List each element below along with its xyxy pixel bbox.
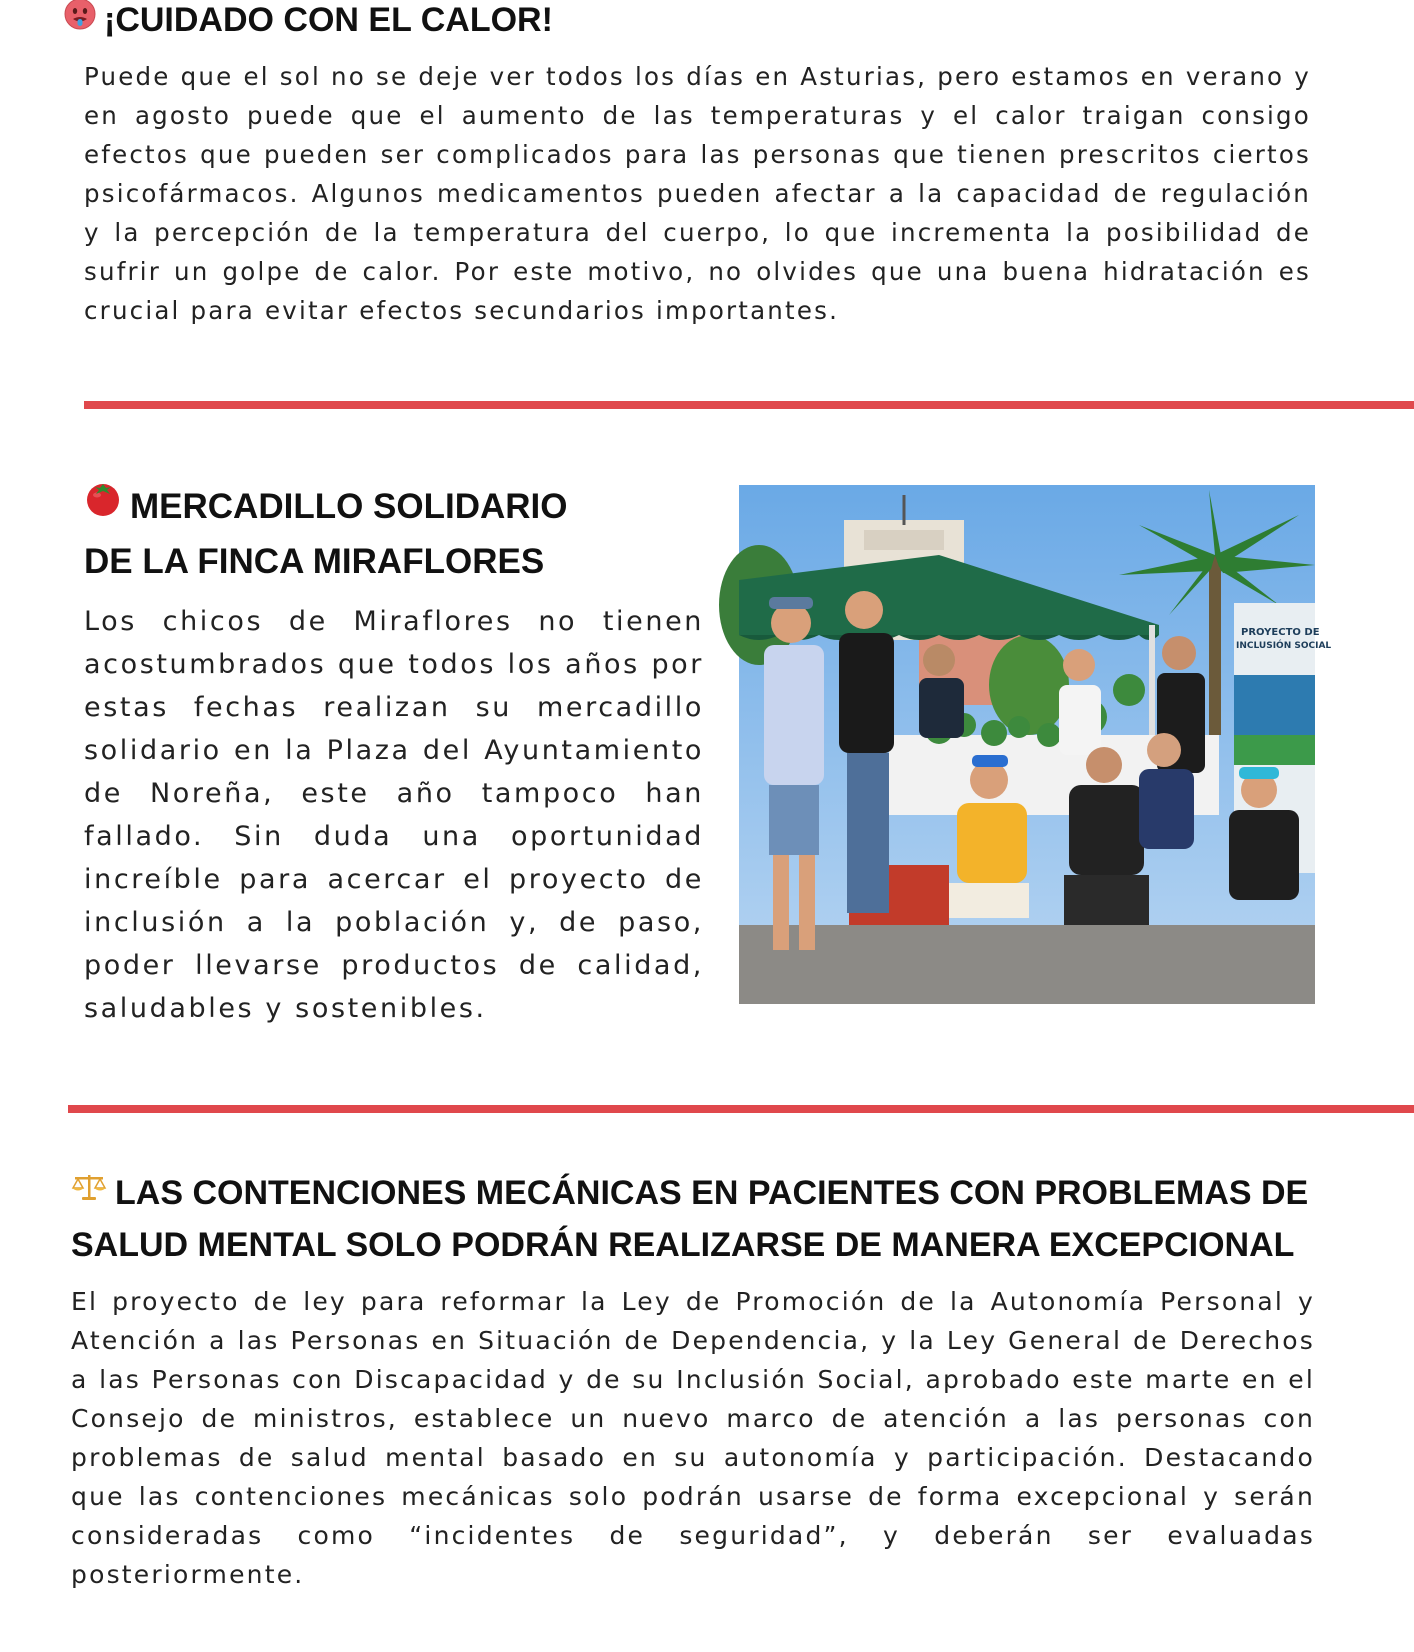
tomato-icon	[84, 479, 122, 532]
section-title-mercadillo-line2: DE LA FINCA MIRAFLORES	[84, 542, 545, 582]
section-body-calor: Puede que el sol no se deje ver todos los días en Asturias, pero estamos en verano y en agosto puede que el aumento de las temperaturas y el calor traigan consigo efectos que pueden ser complicados para las personas que tienen prescritos ciertos psicofármacos. Algunos medicamentos pueden afectar a la capacidad de regulación y la percepción de la temperatura del cuerpo, lo que incrementa la posibilidad de sufrir un golpe de calor. Por este motivo, no olvides que una buena hidratación es crucial para evitar efectos secundarios importantes.	[84, 61, 1311, 325]
hot-face-icon	[64, 0, 96, 39]
banner-text-line2: INCLUSIÓN SOCIAL	[1236, 641, 1332, 651]
section-title-contenciones-text: LAS CONTENCIONES MECÁNICAS EN PACIENTES CON PROBLEMAS DE SALUD MENTAL SOLO PODRÁN REALIZARSE DE MANERA EXCEPCIONAL	[71, 1174, 1309, 1265]
section-mercadillo	[84, 480, 704, 1030]
section-contenciones	[71, 1168, 1315, 1594]
section-title-calor	[64, 0, 1314, 43]
market-photo	[739, 485, 1332, 1004]
section-title-calor-text: ¡CUIDADO CON EL CALOR!	[104, 1, 553, 39]
section-calor	[64, 0, 1314, 330]
section-title-mercadillo	[84, 480, 704, 588]
section-body-mercadillo: Los chicos de Miraflores no tienen acostumbrados que todos los años por estas fechas realizan su mercadillo solidario en la Plaza del Ayuntamiento de Noreña, este año tampoco han fallado. Sin duda una oportunidad increíble para acercar el proyecto de inclusión a la población y, de paso, poder llevarse productos de calidad, saludables y sostenibles.	[84, 606, 704, 1025]
balance-scale-icon	[71, 1166, 107, 1216]
divider-2	[68, 1105, 1414, 1113]
divider-1	[84, 401, 1414, 409]
section-title-contenciones	[71, 1168, 1315, 1270]
banner-text-line1: PROYECTO DE	[1241, 627, 1320, 638]
section-body-contenciones: El proyecto de ley para reformar la Ley de Promoción de la Autonomía Personal y Atención a las Personas en Situación de Dependencia, y la Ley General de Derechos a las Personas con Discapacidad y de su Inclusión Social, aprobado este marte en el Consejo de ministros, establece un nuevo marco de atención a las personas con problemas de salud mental basado en su autonomía y participación. Destacando que las contenciones mecánicas solo podrán usarse de forma excepcional y serán consideradas como “incidentes de seguridad”, y deberán ser evaluadas posteriormente.	[71, 1287, 1315, 1590]
section-title-mercadillo-line1: MERCADILLO SOLIDARIO	[130, 487, 568, 526]
